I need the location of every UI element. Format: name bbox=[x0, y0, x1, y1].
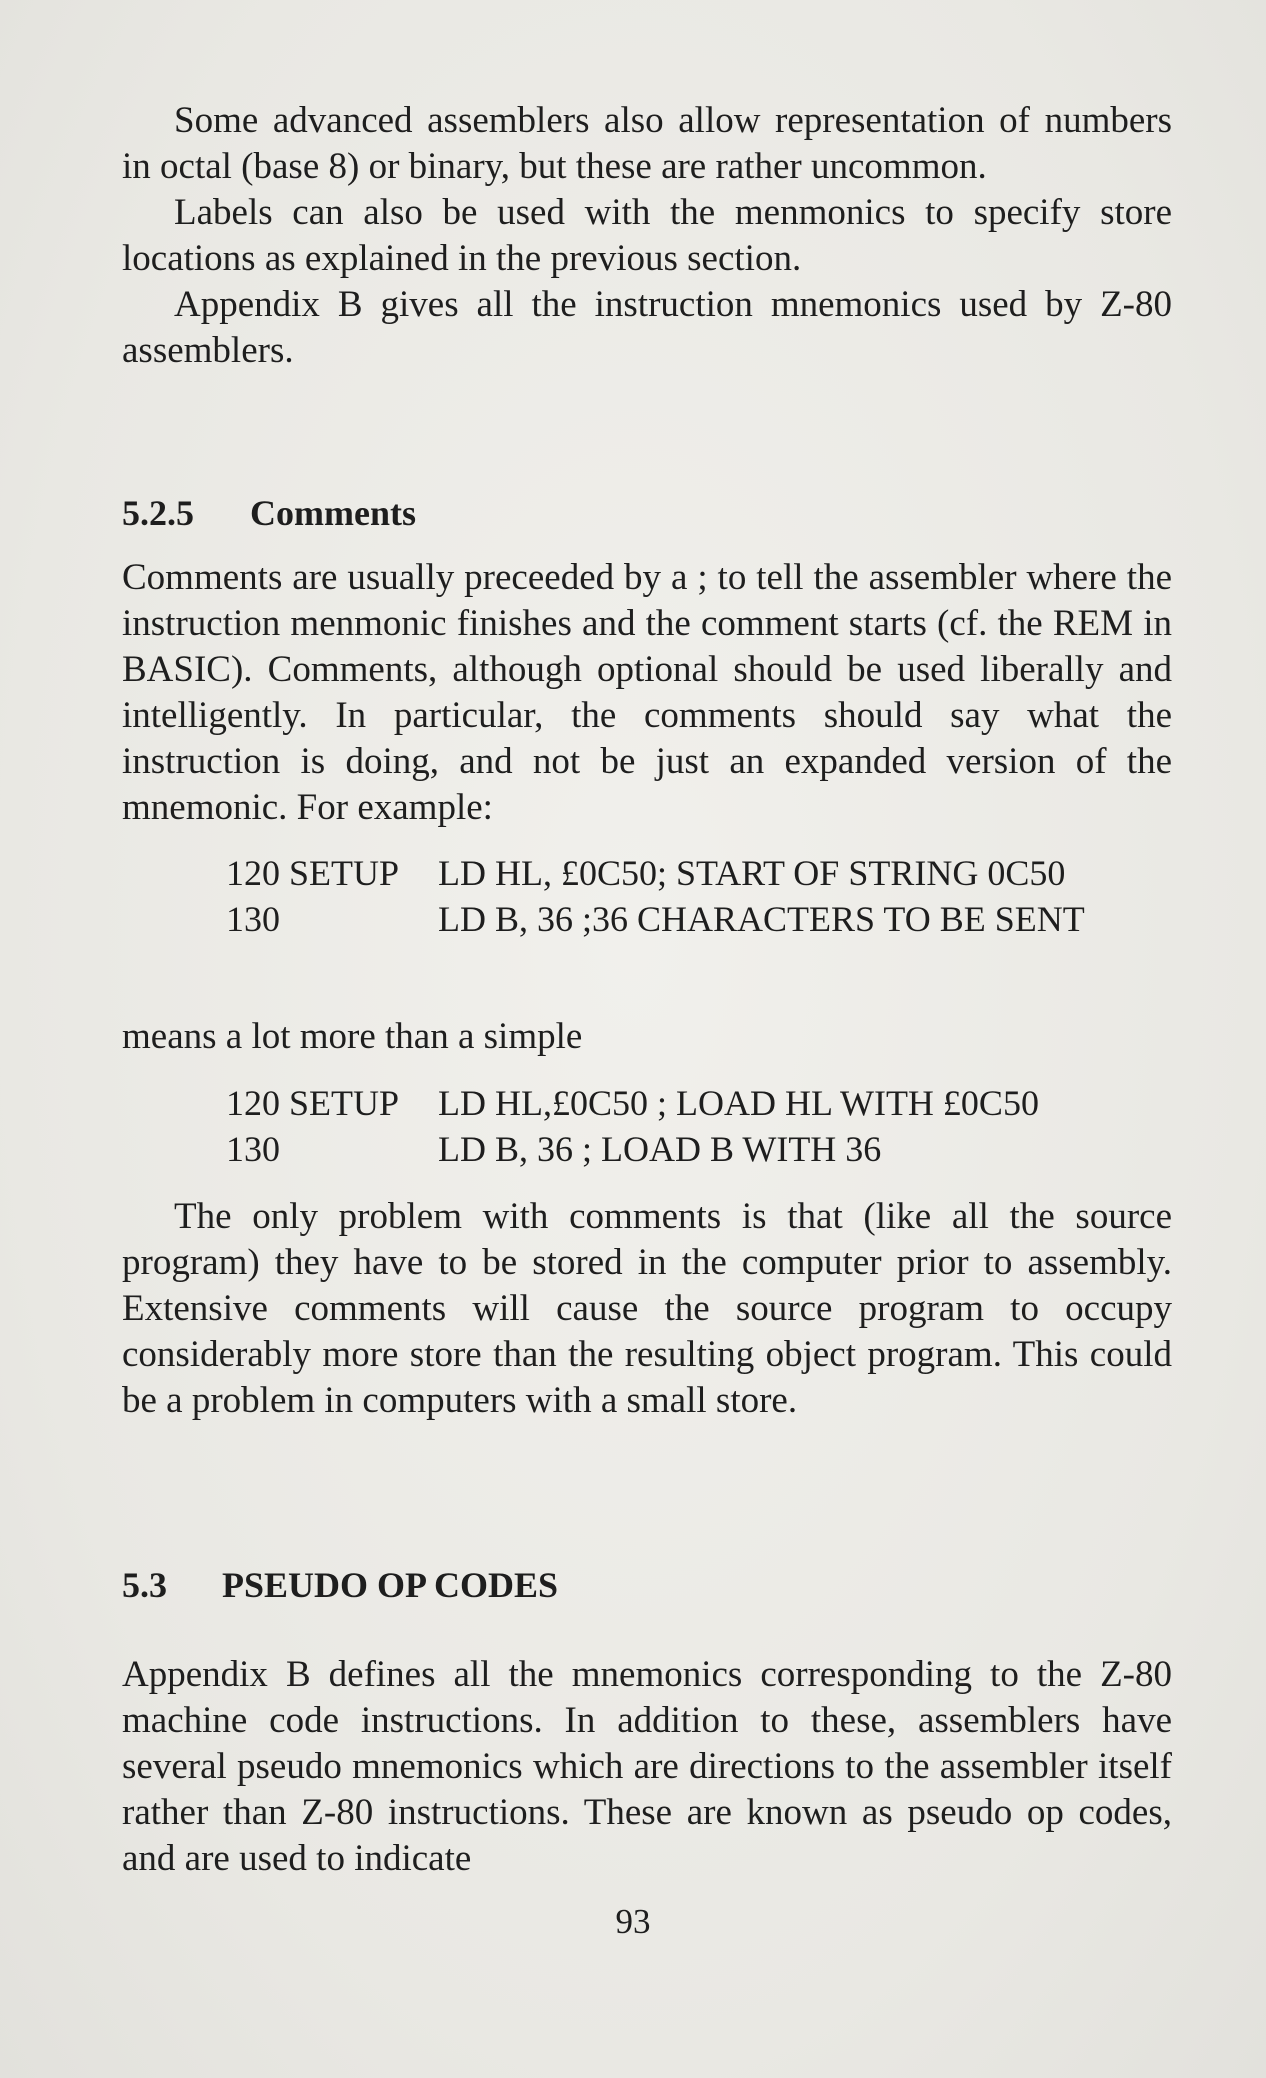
comments-paragraph-2: The only problem with comments is that (like all the source program) they have to be stored in the computer prior to assembly. Extensive comments will cause the source program to occupy considerably more store than the resulting object program. This could be a problem in computers with a small store. bbox=[122, 1196, 1172, 1421]
section-525-heading bbox=[122, 490, 416, 536]
intro-block bbox=[122, 98, 1172, 374]
line-label: 120 SETUP bbox=[226, 853, 400, 893]
code-line bbox=[226, 1080, 1039, 1126]
code-line bbox=[226, 1126, 1039, 1172]
section-title: Comments bbox=[250, 493, 416, 533]
comments-paragraph: Comments are usually preceeded by a ; to tell the assembler where the instruction menmonic finishes and the comment starts (cf. the REM in BASIC). Comments, although optional should be used liberally and intelligently. In particular, the comments should say what the instruction is doing, and not be just an expanded version of the mnemonic. For example: bbox=[122, 557, 1172, 828]
section-number: 5.3 bbox=[122, 1565, 167, 1605]
code-example-1 bbox=[226, 850, 1085, 942]
section-number: 5.2.5 bbox=[122, 493, 194, 533]
line-label: 130 bbox=[226, 899, 280, 939]
code-line bbox=[226, 850, 1085, 896]
section-53-heading bbox=[122, 1562, 558, 1608]
section-title: PSEUDO OP CODES bbox=[222, 1565, 559, 1605]
comparison-line: means a lot more than a simple bbox=[122, 1016, 583, 1057]
intro-paragraph-1: Some advanced assemblers also allow representation of numbers in octal (base 8) or binary, but these are rather uncommon. bbox=[122, 100, 1172, 187]
intro-paragraph-3: Appendix B gives all the instruction mnemonics used by Z-80 assemblers. bbox=[122, 284, 1172, 371]
line-label: 130 bbox=[226, 1129, 280, 1169]
code-text: LD B, 36 ; LOAD B WITH 36 bbox=[438, 1129, 882, 1169]
code-text: LD HL, £0C50; START OF STRING 0C50 bbox=[438, 853, 1066, 893]
line-label: 120 SETUP bbox=[226, 1083, 400, 1123]
pseudo-op-intro bbox=[122, 1652, 1172, 1882]
pseudo-op-paragraph: Appendix B defines all the mnemonics corresponding to the Z-80 machine code instructions. In addition to these, assemblers have several pseudo mnemonics which are directions to the assembler itself rather than Z-80 instructions. These are known as pseudo op codes, and are used to indicate bbox=[122, 1654, 1172, 1879]
code-line bbox=[226, 896, 1085, 942]
code-text: LD B, 36 ;36 CHARACTERS TO BE SENT bbox=[438, 899, 1085, 939]
page-number: 93 bbox=[615, 1902, 651, 1941]
comparison-line-block bbox=[122, 1014, 1172, 1060]
comments-conclusion bbox=[122, 1194, 1172, 1424]
code-text: LD HL,£0C50 ; LOAD HL WITH £0C50 bbox=[438, 1083, 1039, 1123]
comments-intro bbox=[122, 555, 1172, 831]
intro-paragraph-2: Labels can also be used with the menmonics to specify store locations as explained in the previous section. bbox=[122, 192, 1172, 279]
code-example-2 bbox=[226, 1080, 1039, 1172]
